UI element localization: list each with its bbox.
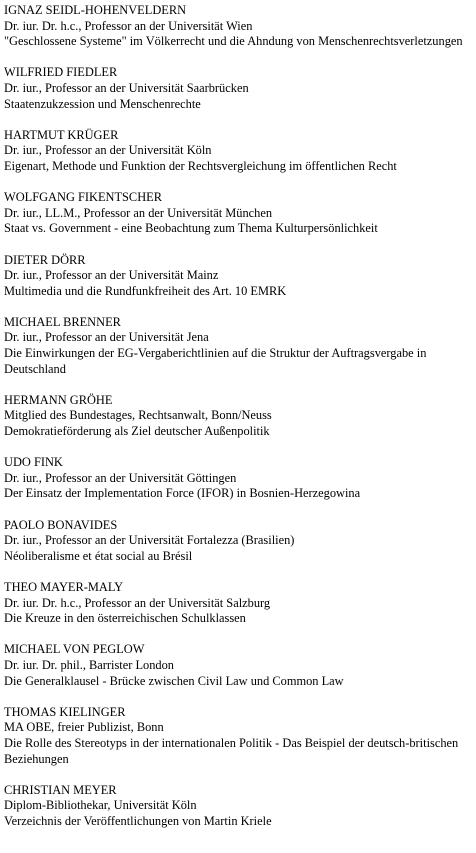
contributor-position: Dr. iur., Professor an der Universität Saarbrücken <box>4 80 249 95</box>
contribution-title: Staatenzukzession und Menschenrechte <box>4 96 201 111</box>
contribution-title: Die Kreuze in den österreichischen Schulklassen <box>4 611 246 626</box>
contributor-position: Dr. iur. Dr. phil., Barrister London <box>4 657 175 672</box>
contributor-entry <box>4 253 474 300</box>
contribution-title: Der Einsatz der Implementation Force (IFOR) in Bosnien-Herzegowina <box>4 486 361 501</box>
contributor-name: UDO FINK <box>4 455 63 470</box>
contributor-entry <box>4 580 474 627</box>
contributor-name: MICHAEL BRENNER <box>4 314 121 329</box>
contributor-name: IGNAZ SEIDL-HOHENVELDERN <box>4 3 187 17</box>
contributor-position: Diplom-Bibliothekar, Universität Köln <box>4 798 197 813</box>
contribution-title: Verzeichnis der Veröffentlichungen von Martin Kriele <box>4 813 272 828</box>
contributor-name: CHRISTIAN MEYER <box>4 782 117 797</box>
contributor-position: MA OBE, freier Publizist, Bonn <box>4 720 164 735</box>
contributor-position: Dr. iur. Dr. h.c., Professor an der Universität Salzburg <box>4 595 271 610</box>
contributor-name: MICHAEL VON PEGLOW <box>4 642 145 657</box>
contributor-position: Dr. iur., Professor an der Universität Mainz <box>4 268 219 283</box>
contributor-position: Dr. iur. Dr. h.c., Professor an der Universität Wien <box>4 18 253 33</box>
contributor-position: Dr. iur., Professor an der Universität Jena <box>4 330 209 345</box>
contribution-title: Staat vs. Government - eine Beobachtung zum Thema Kulturpersönlichkeit <box>4 221 378 236</box>
contribution-title: Die Einwirkungen der EG-Vergaberichtlinien auf die Struktur der Auftragsvergabe in Deutschland <box>4 346 427 376</box>
contribution-title: Die Rolle des Stereotyps in der internationalen Politik - Das Beispiel der deutsch-britischen Beziehungen <box>4 735 459 766</box>
contributor-name: THOMAS KIELINGER <box>4 704 126 719</box>
contribution-title: Die Generalklausel - Brücke zwischen Civil Law und Common Law <box>4 673 344 688</box>
contributor-entry <box>4 705 474 767</box>
contributor-entry <box>4 455 474 502</box>
contribution-title: Eigenart, Methode und Funktion der Rechtsvergleichung im öffentlichen Recht <box>4 158 397 173</box>
contributor-entry <box>4 783 474 830</box>
contributor-position: Mitglied des Bundestages, Rechtsanwalt, Bonn/Neuss <box>4 408 272 423</box>
contributor-list <box>4 3 474 845</box>
contribution-title: Demokratieförderung als Ziel deutscher Außenpolitik <box>4 424 270 439</box>
contributor-name: HERMANN GRÖHE <box>4 392 113 407</box>
contributor-entry <box>4 642 474 689</box>
contributor-name: WOLFGANG FIKENTSCHER <box>4 190 162 205</box>
contributor-position: Dr. iur., Professor an der Universität Göttingen <box>4 470 237 485</box>
contributor-position: Dr. iur., Professor an der Universität Fortalezza (Brasilien) <box>4 533 295 548</box>
contributor-entry <box>4 518 474 565</box>
contributor-name: THEO MAYER-MALY <box>4 579 124 594</box>
contributor-entry <box>4 190 474 237</box>
contributor-position: Dr. iur., LL.M., Professor an der Universität München <box>4 205 273 220</box>
contributor-entry <box>4 393 474 440</box>
contributor-entry <box>4 3 474 50</box>
contribution-title: Néoliberalisme et état social au Brésil <box>4 548 193 563</box>
contributor-name: DIETER DÖRR <box>4 252 86 267</box>
contributor-entry <box>4 65 474 112</box>
contributor-name: HARTMUT KRÜGER <box>4 127 119 142</box>
contributor-entry <box>4 315 474 377</box>
contributor-name: PAOLO BONAVIDES <box>4 517 118 532</box>
contributor-position: Dr. iur., Professor an der Universität Köln <box>4 143 212 158</box>
contribution-title: "Geschlossene Systeme" im Völkerrecht und die Ahndung von Menschenrechtsverletzungen <box>4 34 463 49</box>
contribution-title: Multimedia und die Rundfunkfreiheit des Art. 10 EMRK <box>4 283 287 298</box>
contributor-entry <box>4 128 474 175</box>
contributor-name: WILFRIED FIEDLER <box>4 65 118 80</box>
